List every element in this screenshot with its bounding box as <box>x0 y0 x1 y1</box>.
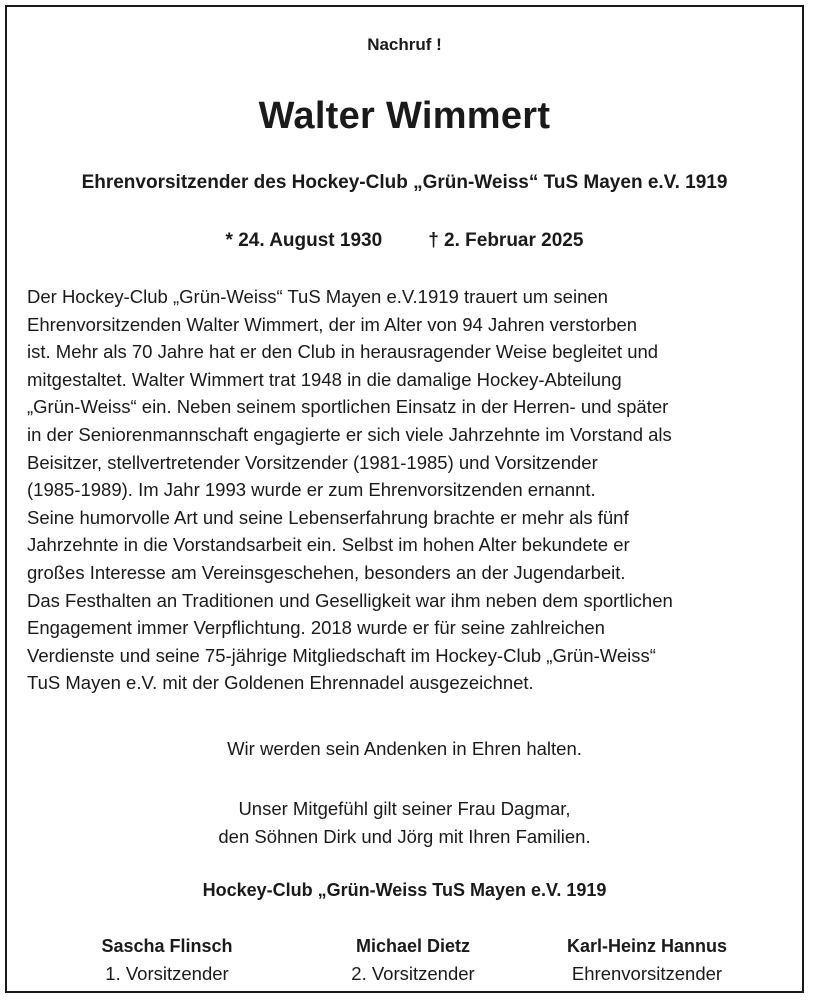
honorary-title: Ehrenvorsitzender des Hockey-Club „Grün-Weiss“ TuS Mayen e.V. 1919 <box>81 172 728 193</box>
signer-name: Karl-Heinz Hannus <box>566 936 728 956</box>
body-line: in der Seniorenmannschaft engagierte er sich viele Jahrzehnte im Vorstand als <box>27 423 672 445</box>
body-line: „Grün-Weiss“ ein. Neben seinem sportlichen Einsatz in der Herren- und später <box>27 396 669 418</box>
signatories <box>7 932 802 992</box>
obituary-body <box>27 283 787 697</box>
signer-name: Sascha Flinsch <box>101 936 233 956</box>
body-line: Jahrzehnte in die Vorstandsarbeit ein. Selbst im hohen Alter bekundete er <box>27 534 630 556</box>
body-line: Ehrenvorsitzenden Walter Wimmert, der im Alter von 94 Jahren verstorben <box>27 313 638 335</box>
body-line: Beisitzer, stellvertretender Vorsitzender (1981-1985) und Vorsitzender <box>27 451 598 473</box>
body-line: mitgestaltet. Walter Wimmert trat 1948 in die damalige Hockey-Abteilung <box>27 368 622 390</box>
body-line: TuS Mayen e.V. mit der Goldenen Ehrennadel ausgezeichnet. <box>27 672 534 694</box>
signer-2 <box>283 932 543 988</box>
organization-name: Hockey-Club „Grün-Weiss TuS Mayen e.V. 1919 <box>202 880 607 900</box>
signer-role: Ehrenvorsitzender <box>571 963 723 984</box>
condolence-text <box>7 795 802 850</box>
deceased-name: Walter Wimmert <box>258 95 551 137</box>
signer-role: 1. Vorsitzender <box>105 963 229 984</box>
signer-role: 2. Vorsitzender <box>351 963 475 984</box>
body-line: Das Festhalten an Traditionen und Geselligkeit war ihm neben dem sportlichen <box>27 589 673 611</box>
body-line: Seine humorvolle Art und seine Lebenserfahrung brachte er mehr als fünf <box>27 506 629 528</box>
condolence-line: Unser Mitgefühl gilt seiner Frau Dagmar, <box>238 798 571 819</box>
condolence-line: den Söhnen Dirk und Jörg mit Ihren Familien. <box>218 825 591 847</box>
obituary-notice <box>5 5 804 993</box>
remembrance-line: Wir werden sein Andenken in Ehren halten. <box>227 738 582 759</box>
body-line: (1985-1989). Im Jahr 1993 wurde er zum Ehrenvorsitzenden ernannt. <box>27 479 596 501</box>
death-date: † 2. Februar 2025 <box>428 230 584 251</box>
signer-name: Michael Dietz <box>355 936 471 956</box>
body-line: Engagement immer Verpflichtung. 2018 wurde er für seine zahlreichen <box>27 617 605 639</box>
life-dates <box>7 230 802 252</box>
body-line: großes Interesse am Vereinsgeschehen, besonders an der Jugendarbeit. <box>27 561 626 583</box>
birth-date: * 24. August 1930 <box>225 230 383 251</box>
notice-label: Nachruf ! <box>367 35 442 54</box>
body-line: Der Hockey-Club „Grün-Weiss“ TuS Mayen e.V.1919 trauert um seinen <box>27 286 608 307</box>
body-line: ist. Mehr als 70 Jahre hat er den Club in herausragender Weise begleitet und <box>27 341 659 363</box>
signer-1 <box>37 932 297 988</box>
body-line: Verdienste und seine 75-jährige Mitgliedschaft im Hockey-Club „Grün-Weiss“ <box>27 644 656 666</box>
signer-3 <box>517 932 777 988</box>
